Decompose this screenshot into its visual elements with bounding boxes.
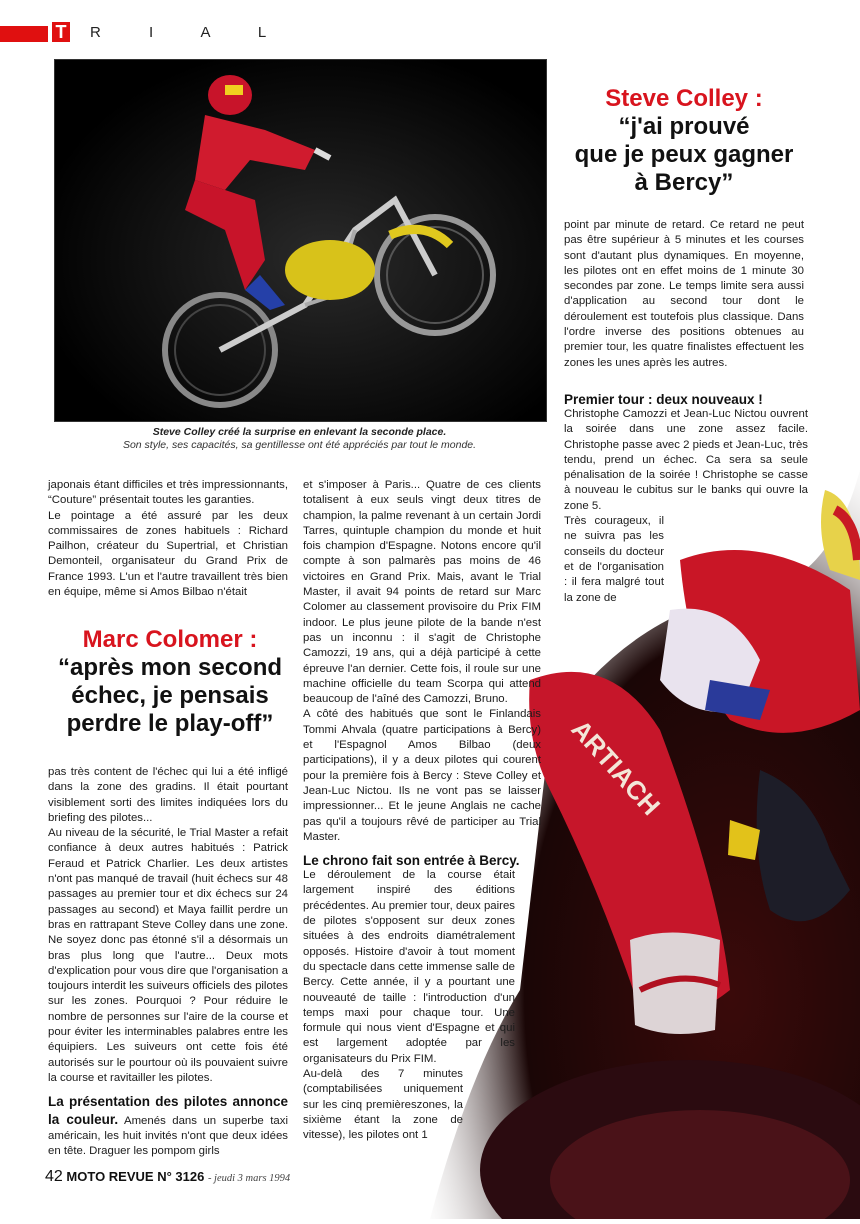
pullquote-colomer bbox=[52, 626, 288, 738]
svg-text:ARTIACH: ARTIACH bbox=[565, 713, 667, 821]
header-red-bar bbox=[0, 26, 48, 42]
article-paragraph: pas très content de l'échec qui lui a été infligé dans la zone des gradins. Il était pourtant visiblement sorti des limites indiquées lors du briefing des pilotes... bbox=[48, 766, 288, 824]
pullquote-colley bbox=[564, 85, 804, 197]
header-letter: T bbox=[52, 22, 70, 42]
article-paragraph: japonais étant difficiles et très impressionnants, “Couture” présentait toutes les garanties. bbox=[48, 479, 288, 507]
article-paragraph: point par minute de retard. Ce retard ne peut pas être supérieur à 5 minutes et les courses sont d'autant plus dynamiques. En moyenne, les pilotes ont en effet moins de 1 minute 30 secondes par zone. Le temps limite sera aussi d'application au second tour dont le déroulement est toutefois plus classique. Dans l'ordre inverse des positions obtenues au premier tour, les quatre finalistes effectuent les zones les unes après les autres. bbox=[564, 219, 804, 369]
pullquote-name: Steve Colley : bbox=[605, 85, 763, 112]
photo-caption bbox=[54, 426, 545, 452]
article-column-3-top bbox=[564, 218, 804, 371]
article-paragraph-with-subhead bbox=[48, 1094, 288, 1159]
article-column-1-bottom bbox=[48, 765, 288, 1159]
article-paragraph: A côté des habitués que sont le Finlandais Tommi Ahvala (quatre participations à Bercy) et l'Espagnol Amos Bilbao (deux participations), il y a deux pilotes qui courent pour la première fois à Bercy : Steve Colley et Jean-Luc Nictou. Ils ne vont pas se laisser impressionner... Et le jeune Anglais ne cache pas qu'il a toujours rêvé de participer au Trial Master. bbox=[303, 708, 541, 843]
subhead-premier-tour: Premier tour : deux nouveaux ! bbox=[564, 392, 763, 407]
page-number: 42 bbox=[45, 1168, 63, 1185]
header-section-word: R I A L bbox=[90, 24, 289, 41]
article-paragraph: Au niveau de la sécurité, le Trial Master a refait confiance à deux autres habitués : Patrick Feraud et Patrick Charlier. Les deux artistes n'ont pas manqué de travail (huit échecs sur 48 passages au premier tour et dix échecs sur 24 passages au second) et Maya faillit perdre un bras en rattrapant Steve Colley dans une zone. Ne soyez donc pas étonné s'il a désormais un bras plus long que l'autre... Deux mots d'explication pour vous dire que l'organisation a toujours interdit les suiveurs officiels des pilotes sur les zones. Pourquoi ? Pour réduire le nombre de personnes sur l'aire de la course et pour éviter les interminables palabres entre les équipiers. Les suiveurs ont cette fois été autorisés sur le pourtour où ils pouvaient suivre la course et ravitailler les pilotes. bbox=[48, 827, 288, 1084]
page-footer bbox=[45, 1168, 290, 1186]
subhead-chrono: Le chrono fait son entrée à Bercy. bbox=[303, 853, 520, 869]
pullquote-name: Marc Colomer : bbox=[82, 626, 258, 653]
article-paragraph: Au-delà des 7 minutes (comptabilisées uniquement sur les cinq premièreszones, la sixième étant la zone de vitesse), les pilotes ont 1 bbox=[303, 1067, 463, 1142]
article-paragraph: Christophe Camozzi et Jean-Luc Nictou ouvrent la soirée dans une zone assez facile. Christophe passe avec 2 pieds et Jean-Luc, très tendu, prend un échec. Ca sera sa seule pénalisation de la soirée ! Christophe se casse à nouveau le cubitus sur le banks qui ouvre la zone 5. bbox=[564, 408, 808, 512]
issue-date: - jeudi 3 mars 1994 bbox=[207, 1173, 291, 1184]
article-text: Amenés dans un superbe taxi américain, les huit invités n'ont que deux idées en tête. Draguer les pompom girls bbox=[48, 1114, 288, 1158]
article-column-3-bottom bbox=[564, 392, 808, 606]
article-column-1-top bbox=[48, 478, 288, 600]
pullquote-text: “j'ai prouvé que je peux gagner à Bercy” bbox=[574, 113, 794, 196]
subhead-presentation: La présentation des pilotes annonce la couleur. bbox=[48, 1094, 288, 1127]
article-paragraph: Le pointage a été assuré par les deux commissaires de zones habituels : Richard Pailhon, créateur du Supertrial, et Christian Demonteil, organisateur du Grand Prix de France 1993. L'un et l'autre travaillent très bien en équipe, même si Amos Bilbao n'était bbox=[48, 509, 288, 599]
caption-line-1: Steve Colley créé la surprise en enlevant la seconde place. bbox=[152, 426, 447, 438]
pullquote-text: “après mon second échec, je pensais perdre le play-off” bbox=[57, 654, 283, 737]
article-paragraph: et s'imposer à Paris... Quatre de ces clients totalisent à eux seuls vingt deux titres de champion, la palme revenant à un certain Jordi Tarres, quintuple champion du monde et huit fois champion d'Espagne. Notons encore qu'il compte à son palmarès pas moins de 46 victoires en Grand Prix. Mais, avant le Trial Master, il avait 94 points de retard sur Marc Colomer au classement provisoire du Prix FIM indoor. Le plus jeune pilote de la bande n'est pas un inconnu : il s'agit de Christophe Camozzi, 19 ans, qui a déjà participé à cette épreuve l'an dernier. Cette fois, il roule sur une machine officielle du team Scorpa qui attend beaucoup de l'aîné des Camozzi, Bruno. bbox=[303, 479, 541, 706]
article-paragraph: Très courageux, il ne suivra pas les conseils du docteur et de l'organisation : il fera malgré tout la zone de bbox=[564, 515, 664, 604]
rider-photo bbox=[54, 59, 547, 422]
article-paragraph: Le déroulement de la course était largement inspiré des éditions précédentes. Au premier tour, deux paires de pilotes s'opposent sur deux zones situées à des endroits diamétralement opposés. Histoire d'avoir à tout moment du spectacle dans cette immense salle de Bercy. Cette année, il y a pourtant une nouveauté de taille : l'introduction d'un temps maxi pour chaque tour. Une formule qui nous vient d'Espagne et qui est largement adoptée par les organisateurs du Prix FIM. bbox=[303, 869, 515, 1065]
rider-photo-illustration bbox=[55, 60, 546, 421]
magazine-issue: MOTO REVUE N° 3126 bbox=[66, 1169, 205, 1184]
article-column-2 bbox=[303, 478, 541, 1143]
caption-line-2: Son style, ses capacités, sa gentillesse ont été appréciés par tout le monde. bbox=[122, 439, 477, 451]
